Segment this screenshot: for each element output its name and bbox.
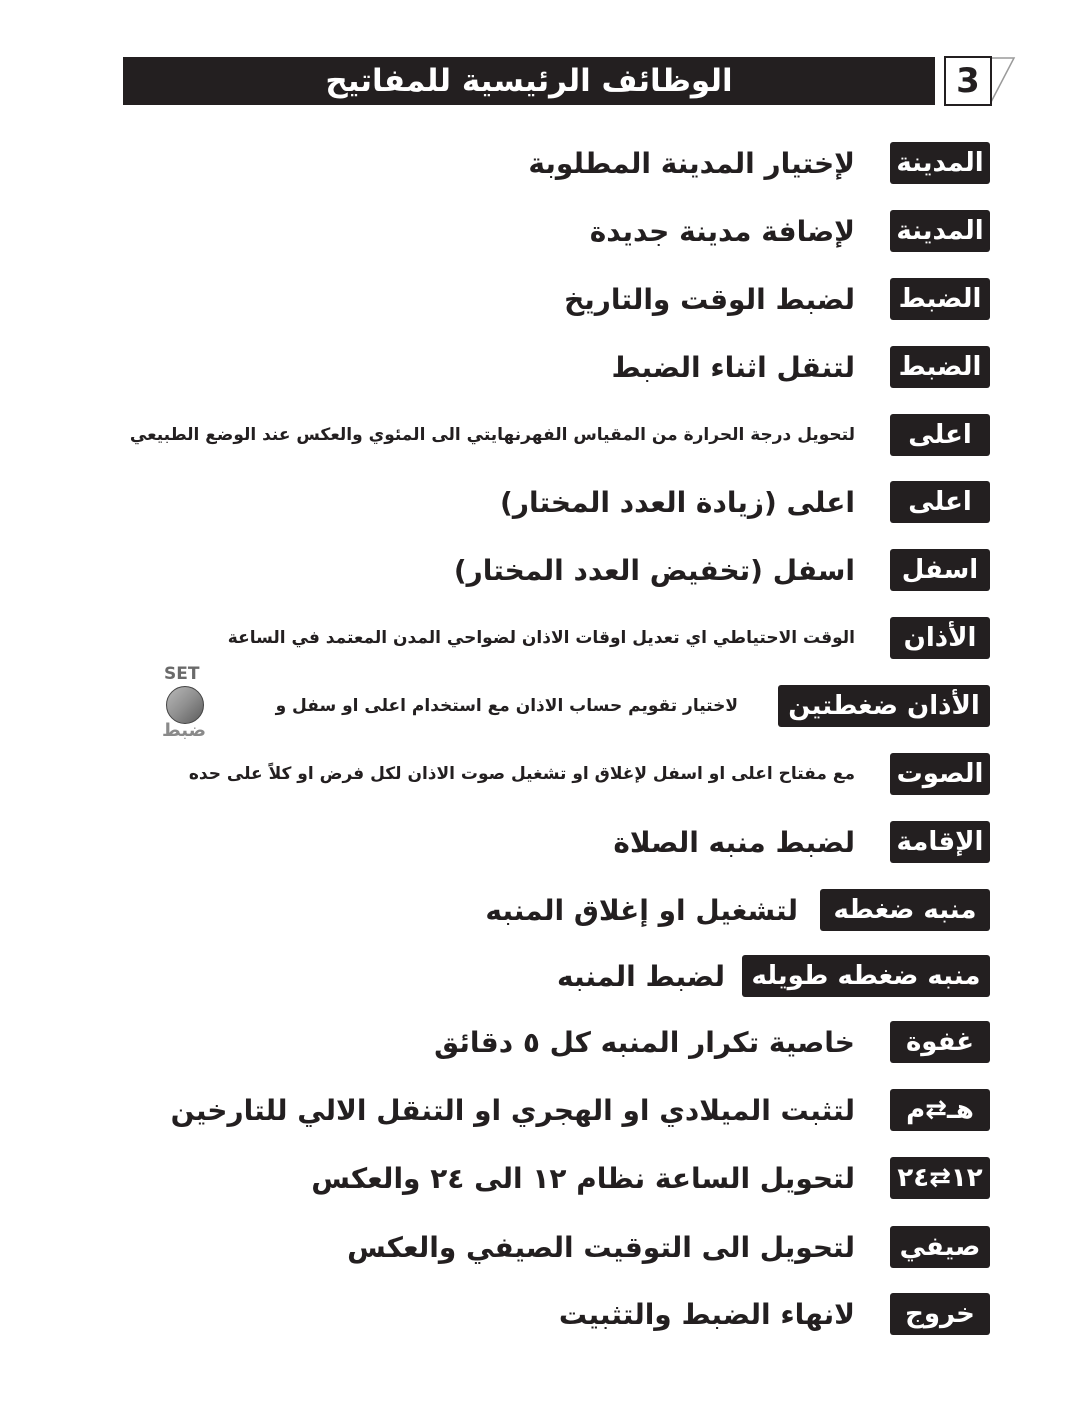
key-description: لتحويل الى التوقيت الصيفي والعكس (347, 1230, 855, 1264)
key-row-calendar-toggle (0, 1089, 1090, 1135)
key-label: الأذان ضغطتين (778, 685, 990, 727)
key-description: لتنقل اثناء الضبط (611, 350, 855, 384)
set-button-illustration (160, 664, 212, 744)
key-label: الضبط (890, 278, 990, 320)
key-row-down-decrease (0, 549, 1090, 595)
key-row-snooze (0, 1021, 1090, 1067)
key-label: المدينة (890, 142, 990, 184)
key-description: اعلى (زيادة العدد المختار) (500, 485, 855, 519)
key-row-summer-time (0, 1226, 1090, 1272)
page-number: 3 (944, 56, 992, 106)
set-button-label: SET (164, 664, 200, 684)
key-row-adhan-offset (0, 617, 1090, 663)
key-row-sound (0, 753, 1090, 799)
key-row-up-increase (0, 481, 1090, 527)
key-label: الصوت (890, 753, 990, 795)
key-description: الوقت الاحتياطي اي تعديل اوقات الاذان لضواحي المدن المعتمد في الساعة (227, 628, 855, 648)
page-number-badge (944, 56, 1016, 106)
section-title: الوظائف الرئيسية للمفاتيح (325, 63, 733, 99)
section-title-bar (123, 57, 935, 105)
key-row-city-select (0, 142, 1090, 188)
key-label: الأذان (890, 617, 990, 659)
key-label: هـ⇄م (890, 1089, 990, 1131)
key-row-set-time (0, 278, 1090, 324)
key-description: لتشغيل او إغلاق المنبه (485, 893, 798, 927)
set-button-icon (166, 686, 204, 724)
key-description: خاصية تكرار المنبه كل ٥ دقائق (434, 1025, 855, 1059)
key-label: خروج (890, 1293, 990, 1335)
key-row-12-24-toggle (0, 1157, 1090, 1203)
key-label: اعلى (890, 414, 990, 456)
key-description: لتحويل درجة الحرارة من المقياس الفهرنهايتي الى المئوي والعكس عند الوضع الطبيعي (129, 425, 855, 445)
set-button-arabic-label: ضبط (162, 720, 207, 741)
key-label: الضبط (890, 346, 990, 388)
key-row-set-navigate (0, 346, 1090, 392)
key-description: لتحويل الساعة نظام ١٢ الى ٢٤ والعكس (311, 1161, 855, 1195)
key-row-exit (0, 1293, 1090, 1339)
key-row-up-temperature (0, 414, 1090, 460)
key-description: لضبط منبه الصلاة (613, 825, 855, 859)
key-description: اسفل (تخفيض العدد المختار) (453, 553, 855, 587)
key-description: لضبط الوقت والتاريخ (564, 282, 855, 316)
key-description: لاختيار تقويم حساب الاذان مع استخدام اعلى او سفل و (275, 696, 738, 716)
key-description: لإختيار المدينة المطلوبة (528, 146, 855, 180)
key-label: ١٢⇄٢٤ (890, 1157, 990, 1199)
key-description: مع مفتاح اعلى او اسفل لإغلاق او تشغيل صوت الاذان لكل فرض او كلاً على حده (188, 764, 855, 784)
key-label: اعلى (890, 481, 990, 523)
key-label: منبه ضغطه (820, 889, 990, 931)
key-label: منبه ضغطه طويله (742, 955, 990, 997)
key-label: المدينة (890, 210, 990, 252)
key-row-iqama (0, 821, 1090, 867)
key-row-alarm-long-press (0, 955, 1090, 1001)
key-label: اسفل (890, 549, 990, 591)
key-description: لانهاء الضبط والتثبيت (558, 1297, 855, 1331)
key-description: لتثبت الميلادي او الهجري او التنقل الالي للتارخين (170, 1093, 855, 1127)
key-row-alarm-press (0, 889, 1090, 935)
key-label: غفوة (890, 1021, 990, 1063)
key-description: لإضافة مدينة جديدة (589, 214, 855, 248)
key-label: صيفي (890, 1226, 990, 1268)
key-row-city-add (0, 210, 1090, 256)
key-label: الإقامة (890, 821, 990, 863)
key-description: لضبط المنبه (557, 959, 725, 993)
